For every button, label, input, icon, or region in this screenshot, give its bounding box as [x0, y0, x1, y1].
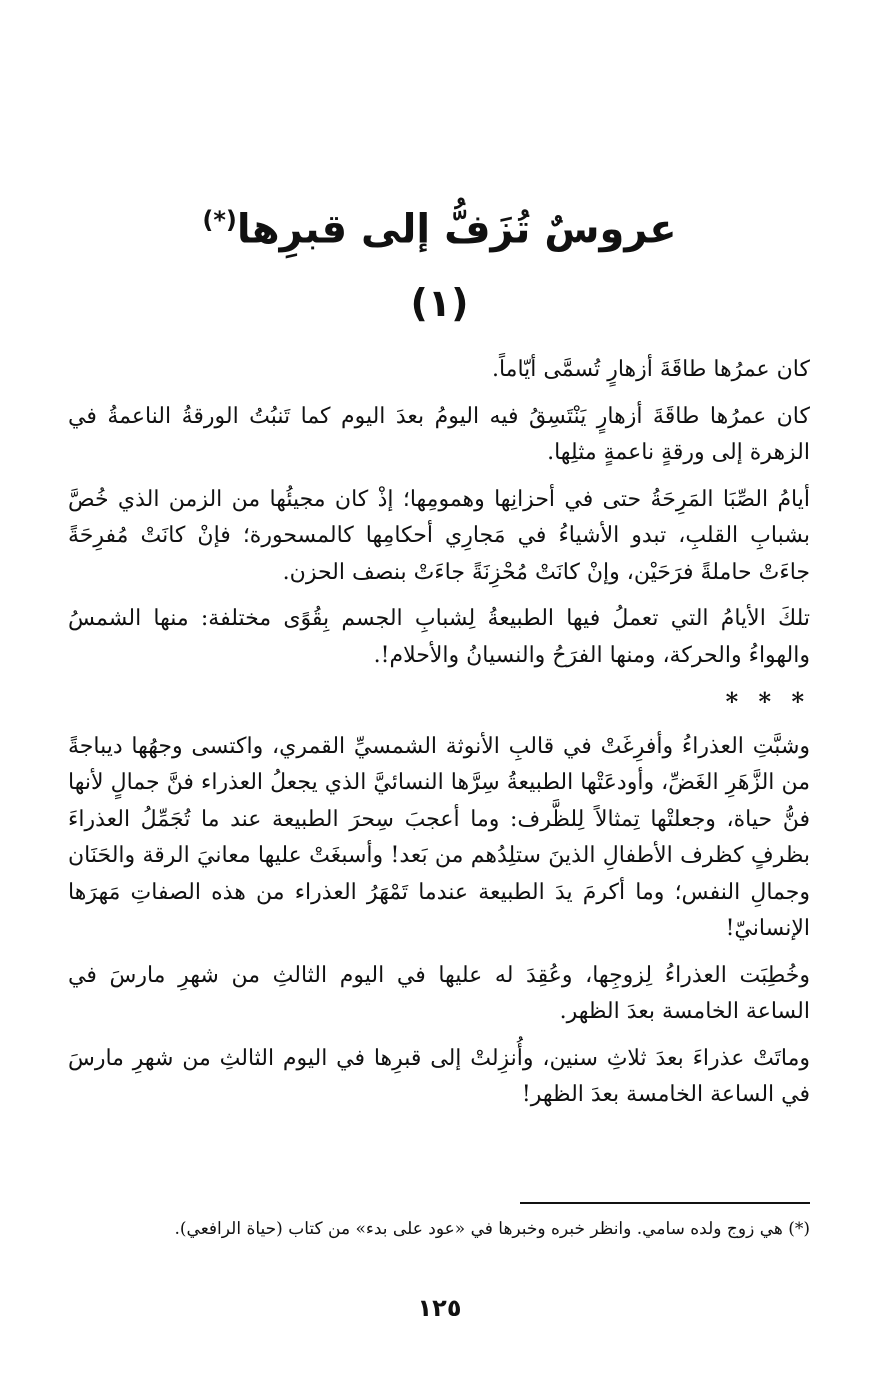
- page-number: ١٢٥: [417, 1294, 462, 1322]
- footnote-divider: [520, 1202, 810, 1204]
- chapter-title-text: عروسٌ تُزَفُّ إلى قبرِها: [236, 206, 677, 253]
- chapter-title: [0, 190, 879, 259]
- paragraph: وخُطِبَت العذراءُ لِزوجِها، وعُقِدَ له عليها في اليوم الثالثِ من شهرِ مارسَ في الساعة الخامسة بعدَ الظهر.: [68, 962, 810, 1024]
- footnote: (*) هي زوج ولده سامي. وانظر خبره وخبرها في «عود على بدء» من كتاب (حياة الرافعي).: [174, 1219, 810, 1239]
- paragraph: كان عمرُها طاقَةَ أزهارٍ يَنْتَسِقُ فيه اليومُ بعدَ اليوم كما تَنبُتُ الورقةُ الناعمةُ في الزهرة إلى ورقةٍ ناعمةٍ مثلِها.: [68, 403, 810, 465]
- paragraph: وشبَّتِ العذراءُ وأفرِغَتْ في قالبِ الأنوثة الشمسيِّ القمري، واكتسى وجهُها ديباجةً من الزَّهَرِ الغَضِّ، وأودعَتْها الطبيعةُ سِرَّها النسائيَّ الذي يجعلُ العذراء فنَّ جمالٍ لأنها فنُّ حياة، وجعلتْها تِمثالاً لِلظَّرف: وما أعجبَ سِحرَ الطبيعة عند ما تُجَمِّلُ العذراءَ بظرفٍ كظرف الأطفالِ الذينَ ستلِدُهم من بَعد! وأسبغَتْ عليها معانيَ الرقة والحَنَان وجمالِ النفس؛ وما أكرمَ يدَ الطبيعة عندما تَمْهَرُ العذراء من هذه الصفاتِ مَهرَها الإنسانيّ!: [68, 733, 810, 941]
- body-text: [68, 352, 810, 1124]
- paragraph: أيامُ الصِّبَا المَرِحَةُ حتى في أحزانِها وهمومِها؛ إذْ كان مجيئُها من الزمن الذي خُصَّ بشبابِ القلبِ، تبدو الأشياءُ في مَجارِي أحكامِها كالمسحورة؛ فإنْ كانَتْ مُفرِحَةً جاءَتْ حاملةً فرَحَيْن، وإنْ كانَتْ مُحْزِنَةً جاءَتْ بنصف الحزن.: [68, 486, 810, 585]
- paragraph: تلكَ الأيامُ التي تعملُ فيها الطبيعةُ لِشبابِ الجسم بِقُوًى مختلفة: منها الشمسُ والهواءُ والحركة، ومنها الفرَحُ والنسيانُ والأحلام!.: [68, 606, 810, 668]
- footnote-marker: (*): [202, 206, 237, 234]
- paragraph: وماتَتْ عذراءَ بعدَ ثلاثِ سنين، وأُنزِلتْ إلى قبرِها في اليوم الثالثِ من شهرِ مارسَ في الساعة الخامسة بعدَ الظهر!: [68, 1045, 810, 1107]
- part-number: (١): [410, 281, 469, 325]
- section-separator: * * *: [725, 687, 810, 716]
- paragraph: كان عمرُها طاقَةَ أزهارٍ تُسمَّى أيّاماً.: [491, 357, 810, 382]
